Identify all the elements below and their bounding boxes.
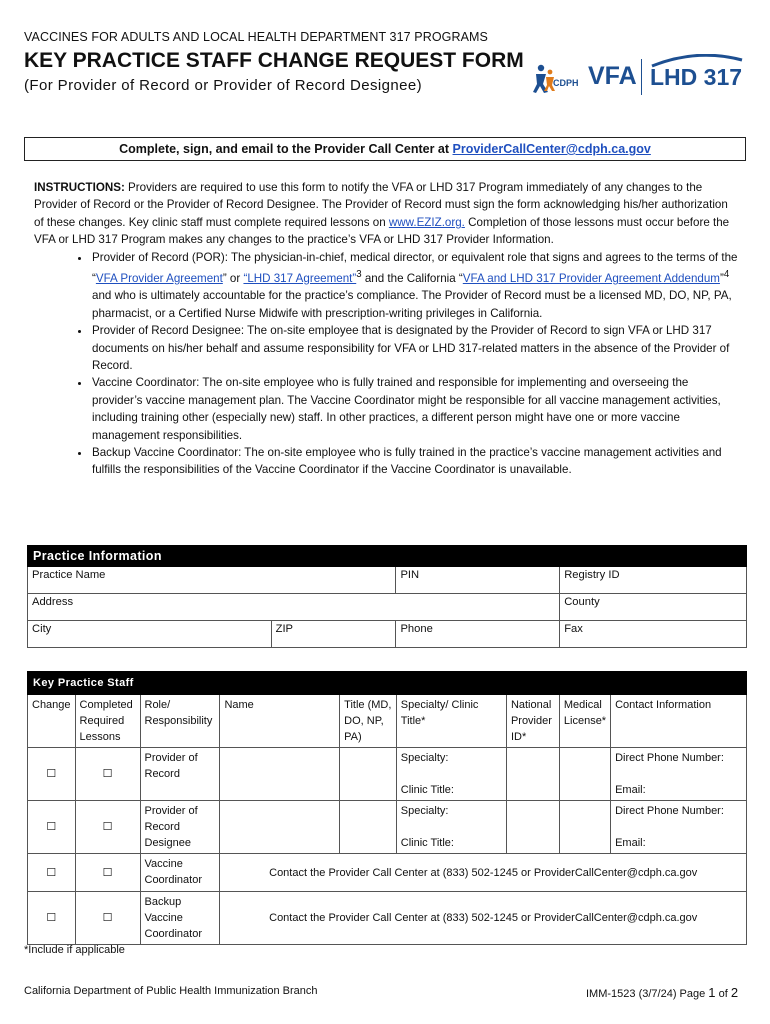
key-practice-staff-table: [27, 671, 747, 945]
specialty-cell[interactable]: [396, 801, 506, 854]
role-cell: Backup Vaccine Coordinator: [140, 892, 220, 945]
change-checkbox[interactable]: ☐: [28, 854, 76, 892]
page-title: KEY PRACTICE STAFF CHANGE REQUEST FORM: [24, 49, 524, 72]
page-total: 2: [730, 985, 739, 1000]
address-field[interactable]: Address: [28, 594, 560, 621]
col-completed-lessons: Completed Required Lessons: [75, 695, 140, 748]
callout-text: Complete, sign, and email to the Provider Call Center at: [119, 142, 453, 156]
email-label: Email:: [615, 784, 646, 796]
page-number: 1: [708, 985, 716, 1000]
footer-department: California Department of Public Health Immunization Branch: [24, 985, 318, 997]
clinic-title-label: Clinic Title:: [400, 837, 454, 849]
lessons-checkbox[interactable]: ☐: [75, 892, 140, 945]
specialty-label: Specialty:: [400, 805, 449, 817]
footnote: *Include if applicable: [24, 944, 125, 956]
list-item-backup: • Backup Vaccine Coordinator: The on-site employee who is fully trained in the practice’s vaccine management activities and fulfills the responsibilities of the Vaccine Coordinator if the Vaccine Coordinator is unavailable.: [90, 444, 738, 479]
contact-cell[interactable]: [611, 801, 747, 854]
footnote-ref-4: 4: [723, 269, 730, 281]
practice-info-header: Practice Information: [28, 546, 747, 567]
list-item-por: [90, 249, 738, 322]
specialty-cell[interactable]: [396, 748, 506, 801]
table-row: [28, 748, 747, 801]
addendum-link[interactable]: VFA and LHD 317 Provider Agreement Addendum: [462, 271, 720, 285]
npi-input[interactable]: [506, 748, 559, 801]
lessons-checkbox[interactable]: ☐: [75, 748, 140, 801]
name-input[interactable]: [220, 748, 340, 801]
lhd-agreement-link[interactable]: “LHD 317 Agreement”: [243, 271, 357, 285]
col-role: Role/ Responsibility: [140, 695, 220, 748]
col-contact: Contact Information: [611, 695, 747, 748]
footnote-ref-3: 3: [356, 269, 362, 281]
list-item-designee: • Provider of Record Designee: The on-site employee that is designated by the Provider of Record to sign VFA or LHD 317 documents on his/her behalf and assume responsibility for VFA or LHD 317-related matters in the absence of the Provider of Record.: [90, 322, 738, 374]
lessons-checkbox[interactable]: ☐: [75, 854, 140, 892]
phone-field[interactable]: Phone: [396, 621, 560, 648]
specialty-label: Specialty:: [400, 752, 449, 764]
role-cell: Vaccine Coordinator: [140, 854, 220, 892]
role-cell: Provider of Record: [140, 748, 220, 801]
program-line: VACCINES FOR ADULTS AND LOCAL HEALTH DEPARTMENT 317 PROGRAMS: [24, 30, 488, 44]
instructions-intro: [34, 179, 738, 249]
call-center-note: Contact the Provider Call Center at (833) 502-1245 or ProviderCallCenter@cdph.ca.gov: [220, 854, 747, 892]
col-npi: National Provider ID*: [506, 695, 559, 748]
submission-callout: [24, 137, 746, 161]
role-definitions-list: [34, 249, 738, 479]
clinic-title-label: Clinic Title:: [400, 784, 454, 796]
col-change: Change: [28, 695, 76, 748]
change-checkbox[interactable]: ☐: [28, 892, 76, 945]
fax-field[interactable]: Fax: [560, 621, 747, 648]
change-checkbox[interactable]: ☐: [28, 748, 76, 801]
eziz-link[interactable]: www.EZIZ.org.: [388, 215, 465, 229]
vfa-agreement-link[interactable]: VFA Provider Agreement: [95, 271, 223, 285]
direct-phone-label: Direct Phone Number:: [615, 752, 724, 764]
intro-text-2: Completion of those lessons must occur before the VFA or LHD 317 Program makes any changes to the practice’s VFA or LHD 317 Provider Information.: [34, 215, 730, 247]
direct-phone-label: Direct Phone Number:: [615, 805, 724, 817]
city-field[interactable]: City: [28, 621, 272, 648]
role-cell: Provider of Record Designee: [140, 801, 220, 854]
list-item-coordinator: • Vaccine Coordinator: The on-site employee who is fully trained and responsible for implementing and overseeing the provider’s vaccine management plan. The Vaccine Coordinator might be responsible for all vaccine management activities, including training other (especially new) staff. In other practices, a different person might have one or more vaccine management responsibilities.: [90, 374, 738, 444]
page-subtitle: (For Provider of Record or Provider of Record Designee): [24, 77, 422, 94]
table-row: [28, 854, 747, 892]
npi-input[interactable]: [506, 801, 559, 854]
county-field[interactable]: County: [560, 594, 747, 621]
footer-form-id: [586, 985, 738, 1000]
instructions-section: [34, 179, 738, 479]
logo-group: [532, 56, 744, 100]
change-checkbox[interactable]: ☐: [28, 801, 76, 854]
por-text-2: ” or: [222, 271, 244, 285]
staff-header: Key Practice Staff: [28, 672, 747, 695]
registry-id-field[interactable]: Registry ID: [560, 567, 747, 594]
col-title: Title (MD, DO, NP, PA): [340, 695, 397, 748]
table-row: [28, 892, 747, 945]
logo-divider: [641, 59, 642, 95]
practice-information-table: [27, 545, 747, 648]
license-input[interactable]: [559, 748, 610, 801]
title-input[interactable]: [340, 801, 397, 854]
email-label: Email:: [615, 837, 646, 849]
zip-field[interactable]: ZIP: [271, 621, 396, 648]
title-input[interactable]: [340, 748, 397, 801]
vfa-logo: VFA: [588, 62, 637, 90]
call-center-email-link[interactable]: ProviderCallCenter@cdph.ca.gov: [452, 142, 651, 156]
lessons-checkbox[interactable]: ☐: [75, 801, 140, 854]
practice-name-field[interactable]: Practice Name: [28, 567, 396, 594]
call-center-note: Contact the Provider Call Center at (833) 502-1245 or ProviderCallCenter@cdph.ca.gov: [220, 892, 747, 945]
contact-cell[interactable]: [611, 748, 747, 801]
instructions-label: INSTRUCTIONS:: [34, 181, 125, 194]
pin-field[interactable]: PIN: [396, 567, 560, 594]
name-input[interactable]: [220, 801, 340, 854]
page-of: of: [715, 988, 731, 1000]
col-medical-license: Medical License*: [559, 695, 610, 748]
intro-text-1: Providers are required to use this form to notify the VFA or LHD 317 Program immediately of any changes to the Provider of Record or the Provider of Record Designee. The Provider of Record must sign the form acknowledging his/her authorization of these changes. Key clinic staff must complete required lessons on: [34, 181, 728, 229]
col-name: Name: [220, 695, 340, 748]
form-id-text: IMM-1523 (3/7/24) Page: [586, 988, 709, 1000]
table-row: [28, 801, 747, 854]
por-text-3: and the California “: [361, 271, 463, 285]
por-text-1: Provider of Record (POR): The physician-in-chief, medical director, or equivalent role that signs and agrees to the terms of the “: [92, 250, 738, 285]
license-input[interactable]: [559, 801, 610, 854]
por-text-5: and who is ultimately accountable for the practice’s compliance. The Provider of Record must be a licensed MD, DO, NP, PA, pharmacist, or a Certified Nurse Midwife with prescription-writing privileges in California.: [92, 289, 732, 320]
lhd-317-logo: LHD 317: [650, 64, 743, 90]
col-specialty: Specialty/ Clinic Title*: [396, 695, 506, 748]
por-text-4: ”: [719, 271, 724, 285]
cdph-logo-text: CDPH: [553, 78, 579, 88]
